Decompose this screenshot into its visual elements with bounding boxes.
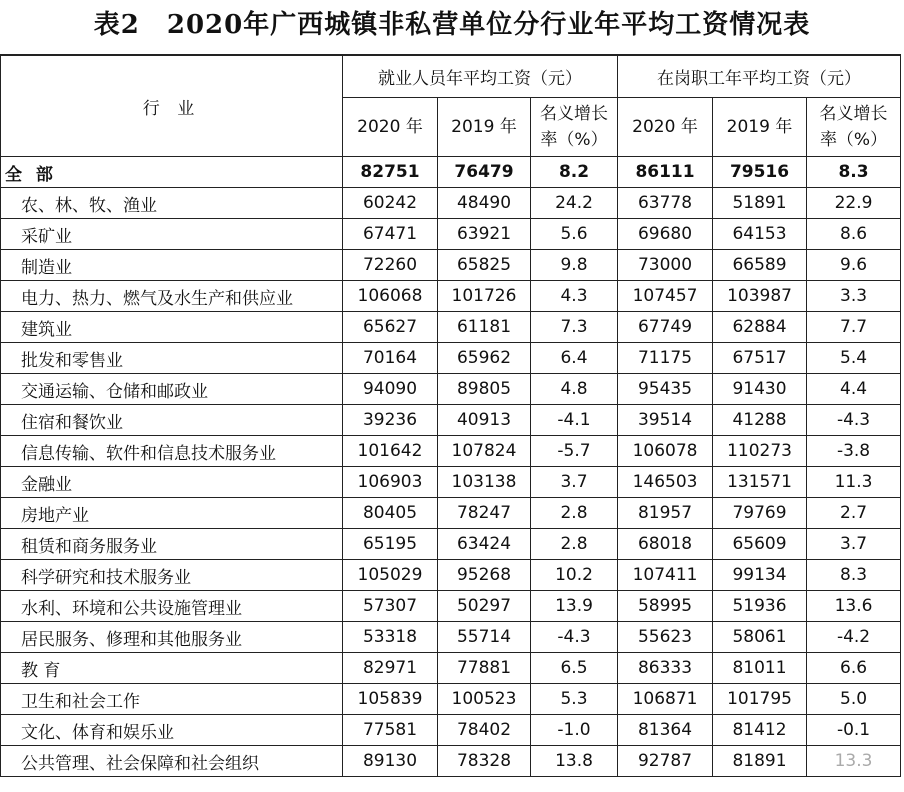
onpost-2020-cell: 146503: [618, 467, 713, 498]
onpost-2019-cell: 91430: [713, 374, 807, 405]
industry-cell: 电力、热力、燃气及水生产和供应业: [1, 281, 343, 312]
onpost-growth-cell: 7.7: [807, 312, 901, 343]
industry-cell: 采矿业: [1, 219, 343, 250]
industry-cell: 建筑业: [1, 312, 343, 343]
employed-growth-cell: 7.3: [531, 312, 618, 343]
onpost-group-header: 在岗职工年平均工资（元）: [618, 55, 901, 98]
employed-2020-cell: 82751: [343, 157, 438, 188]
industry-cell: 租赁和商务服务业: [1, 529, 343, 560]
employed-2020-cell: 80405: [343, 498, 438, 529]
onpost-2019-cell: 131571: [713, 467, 807, 498]
employed-2019-cell: 78402: [438, 715, 531, 746]
onpost-2020-cell: 69680: [618, 219, 713, 250]
employed-growth-cell: -1.0: [531, 715, 618, 746]
onpost-2019-cell: 51936: [713, 591, 807, 622]
onpost-growth-header: [807, 98, 901, 157]
table-row: [1, 188, 901, 219]
onpost-2020-cell: 86111: [618, 157, 713, 188]
onpost-2020-cell: 107457: [618, 281, 713, 312]
onpost-2019-cell: 67517: [713, 343, 807, 374]
industry-cell: 全 部: [1, 157, 343, 188]
page-title: 表2 2020年广西城镇非私营单位分行业年平均工资情况表: [93, 10, 811, 40]
onpost-2019-cell: 58061: [713, 622, 807, 653]
onpost-2019-cell: 99134: [713, 560, 807, 591]
growth-header-line1: 名义增长: [819, 104, 888, 124]
employed-group-header: 就业人员年平均工资（元）: [343, 55, 618, 98]
industry-cell: 教 育: [1, 653, 343, 684]
onpost-growth-cell: 2.7: [807, 498, 901, 529]
employed-2020-cell: 67471: [343, 219, 438, 250]
employed-2019-cell: 65825: [438, 250, 531, 281]
onpost-2019-cell: 79769: [713, 498, 807, 529]
table-row: [1, 436, 901, 467]
onpost-2020-cell: 95435: [618, 374, 713, 405]
employed-2020-header: 2020 年: [343, 98, 438, 157]
employed-2020-cell: 65195: [343, 529, 438, 560]
employed-2019-cell: 40913: [438, 405, 531, 436]
header-row-groups: [1, 55, 901, 98]
employed-2019-cell: 63424: [438, 529, 531, 560]
industry-cell: 交通运输、仓储和邮政业: [1, 374, 343, 405]
onpost-2020-cell: 63778: [618, 188, 713, 219]
onpost-2020-cell: 39514: [618, 405, 713, 436]
employed-growth-cell: 10.2: [531, 560, 618, 591]
onpost-growth-cell: 8.3: [807, 157, 901, 188]
employed-2019-cell: 107824: [438, 436, 531, 467]
employed-2019-cell: 65962: [438, 343, 531, 374]
employed-2020-cell: 39236: [343, 405, 438, 436]
industry-cell: 批发和零售业: [1, 343, 343, 374]
employed-growth-cell: 9.8: [531, 250, 618, 281]
onpost-growth-cell: -4.3: [807, 405, 901, 436]
onpost-2020-cell: 106078: [618, 436, 713, 467]
growth-header-line2: 率（%）: [819, 130, 888, 150]
employed-growth-cell: -4.1: [531, 405, 618, 436]
total-row: [1, 157, 901, 188]
employed-2019-header: 2019 年: [438, 98, 531, 157]
employed-2020-cell: 65627: [343, 312, 438, 343]
onpost-growth-cell: 3.3: [807, 281, 901, 312]
employed-2019-cell: 101726: [438, 281, 531, 312]
employed-2019-cell: 63921: [438, 219, 531, 250]
onpost-2020-cell: 106871: [618, 684, 713, 715]
onpost-growth-cell: 6.6: [807, 653, 901, 684]
employed-2020-cell: 70164: [343, 343, 438, 374]
table-row: [1, 405, 901, 436]
employed-growth-cell: 6.4: [531, 343, 618, 374]
table-row: [1, 715, 901, 746]
employed-2019-cell: 61181: [438, 312, 531, 343]
employed-2019-cell: 50297: [438, 591, 531, 622]
employed-2020-cell: 82971: [343, 653, 438, 684]
onpost-2019-cell: 62884: [713, 312, 807, 343]
onpost-2019-cell: 51891: [713, 188, 807, 219]
table-row: [1, 281, 901, 312]
table-row: [1, 374, 901, 405]
onpost-growth-cell: -0.1: [807, 715, 901, 746]
onpost-growth-cell: 13.3: [807, 746, 901, 777]
employed-growth-cell: 13.9: [531, 591, 618, 622]
table-row: [1, 746, 901, 777]
onpost-2019-cell: 64153: [713, 219, 807, 250]
employed-growth-cell: -5.7: [531, 436, 618, 467]
onpost-2020-cell: 107411: [618, 560, 713, 591]
onpost-2019-cell: 101795: [713, 684, 807, 715]
employed-growth-cell: 5.3: [531, 684, 618, 715]
onpost-2019-cell: 41288: [713, 405, 807, 436]
table-row: [1, 529, 901, 560]
onpost-2019-header: 2019 年: [713, 98, 807, 157]
onpost-growth-cell: -3.8: [807, 436, 901, 467]
onpost-2020-cell: 92787: [618, 746, 713, 777]
table-row: [1, 622, 901, 653]
onpost-growth-cell: -4.2: [807, 622, 901, 653]
industry-cell: 居民服务、修理和其他服务业: [1, 622, 343, 653]
industry-cell: 金融业: [1, 467, 343, 498]
table-row: [1, 250, 901, 281]
onpost-2020-cell: 58995: [618, 591, 713, 622]
growth-header-line1: 名义增长: [540, 104, 608, 124]
onpost-2019-cell: 81011: [713, 653, 807, 684]
industry-cell: 公共管理、社会保障和社会组织: [1, 746, 343, 777]
industry-cell: 住宿和餐饮业: [1, 405, 343, 436]
employed-2019-cell: 100523: [438, 684, 531, 715]
employed-2020-cell: 105839: [343, 684, 438, 715]
employed-growth-cell: 4.8: [531, 374, 618, 405]
employed-2019-cell: 48490: [438, 188, 531, 219]
employed-2020-cell: 94090: [343, 374, 438, 405]
wage-table: [0, 54, 901, 777]
employed-2020-cell: 106068: [343, 281, 438, 312]
employed-growth-cell: 24.2: [531, 188, 618, 219]
onpost-2020-cell: 68018: [618, 529, 713, 560]
industry-cell: 房地产业: [1, 498, 343, 529]
employed-2020-cell: 105029: [343, 560, 438, 591]
onpost-2020-cell: 67749: [618, 312, 713, 343]
employed-2019-cell: 78247: [438, 498, 531, 529]
onpost-2020-cell: 73000: [618, 250, 713, 281]
table-row: [1, 467, 901, 498]
table-row: [1, 591, 901, 622]
onpost-2019-cell: 81412: [713, 715, 807, 746]
onpost-growth-cell: 4.4: [807, 374, 901, 405]
table-row: [1, 219, 901, 250]
industry-cell: 农、林、牧、渔业: [1, 188, 343, 219]
onpost-2019-cell: 66589: [713, 250, 807, 281]
onpost-growth-cell: 9.6: [807, 250, 901, 281]
table-row: [1, 560, 901, 591]
employed-growth-cell: 6.5: [531, 653, 618, 684]
employed-growth-cell: 2.8: [531, 498, 618, 529]
employed-growth-header: [531, 98, 618, 157]
employed-2020-cell: 89130: [343, 746, 438, 777]
employed-growth-cell: 5.6: [531, 219, 618, 250]
employed-2020-cell: 57307: [343, 591, 438, 622]
employed-2019-cell: 76479: [438, 157, 531, 188]
employed-growth-cell: 8.2: [531, 157, 618, 188]
onpost-growth-cell: 8.3: [807, 560, 901, 591]
employed-2019-cell: 77881: [438, 653, 531, 684]
onpost-2020-cell: 71175: [618, 343, 713, 374]
table-row: [1, 312, 901, 343]
industry-cell: 制造业: [1, 250, 343, 281]
onpost-2020-cell: 81957: [618, 498, 713, 529]
onpost-growth-cell: 3.7: [807, 529, 901, 560]
employed-2019-cell: 103138: [438, 467, 531, 498]
onpost-growth-cell: 8.6: [807, 219, 901, 250]
industry-cell: 水利、环境和公共设施管理业: [1, 591, 343, 622]
industry-cell: 信息传输、软件和信息技术服务业: [1, 436, 343, 467]
employed-2020-cell: 77581: [343, 715, 438, 746]
onpost-2020-cell: 81364: [618, 715, 713, 746]
industry-cell: 科学研究和技术服务业: [1, 560, 343, 591]
onpost-2019-cell: 79516: [713, 157, 807, 188]
employed-growth-cell: -4.3: [531, 622, 618, 653]
employed-growth-cell: 3.7: [531, 467, 618, 498]
onpost-growth-cell: 5.0: [807, 684, 901, 715]
onpost-2019-cell: 81891: [713, 746, 807, 777]
employed-2020-cell: 101642: [343, 436, 438, 467]
onpost-2019-cell: 110273: [713, 436, 807, 467]
employed-2019-cell: 78328: [438, 746, 531, 777]
employed-growth-cell: 13.8: [531, 746, 618, 777]
table-row: [1, 498, 901, 529]
onpost-growth-cell: 22.9: [807, 188, 901, 219]
employed-2020-cell: 72260: [343, 250, 438, 281]
onpost-growth-cell: 13.6: [807, 591, 901, 622]
onpost-growth-cell: 5.4: [807, 343, 901, 374]
table-row: [1, 343, 901, 374]
employed-2020-cell: 106903: [343, 467, 438, 498]
growth-header-line2: 率（%）: [540, 130, 608, 150]
employed-2020-cell: 60242: [343, 188, 438, 219]
onpost-2020-header: 2020 年: [618, 98, 713, 157]
onpost-growth-cell: 11.3: [807, 467, 901, 498]
employed-2020-cell: 53318: [343, 622, 438, 653]
employed-2019-cell: 89805: [438, 374, 531, 405]
table-row: [1, 653, 901, 684]
onpost-2019-cell: 103987: [713, 281, 807, 312]
employed-2019-cell: 95268: [438, 560, 531, 591]
table-row: [1, 684, 901, 715]
industry-column-header: 行 业: [1, 55, 343, 157]
onpost-2020-cell: 55623: [618, 622, 713, 653]
employed-growth-cell: 4.3: [531, 281, 618, 312]
onpost-2020-cell: 86333: [618, 653, 713, 684]
employed-growth-cell: 2.8: [531, 529, 618, 560]
onpost-2019-cell: 65609: [713, 529, 807, 560]
employed-2019-cell: 55714: [438, 622, 531, 653]
industry-cell: 文化、体育和娱乐业: [1, 715, 343, 746]
industry-cell: 卫生和社会工作: [1, 684, 343, 715]
